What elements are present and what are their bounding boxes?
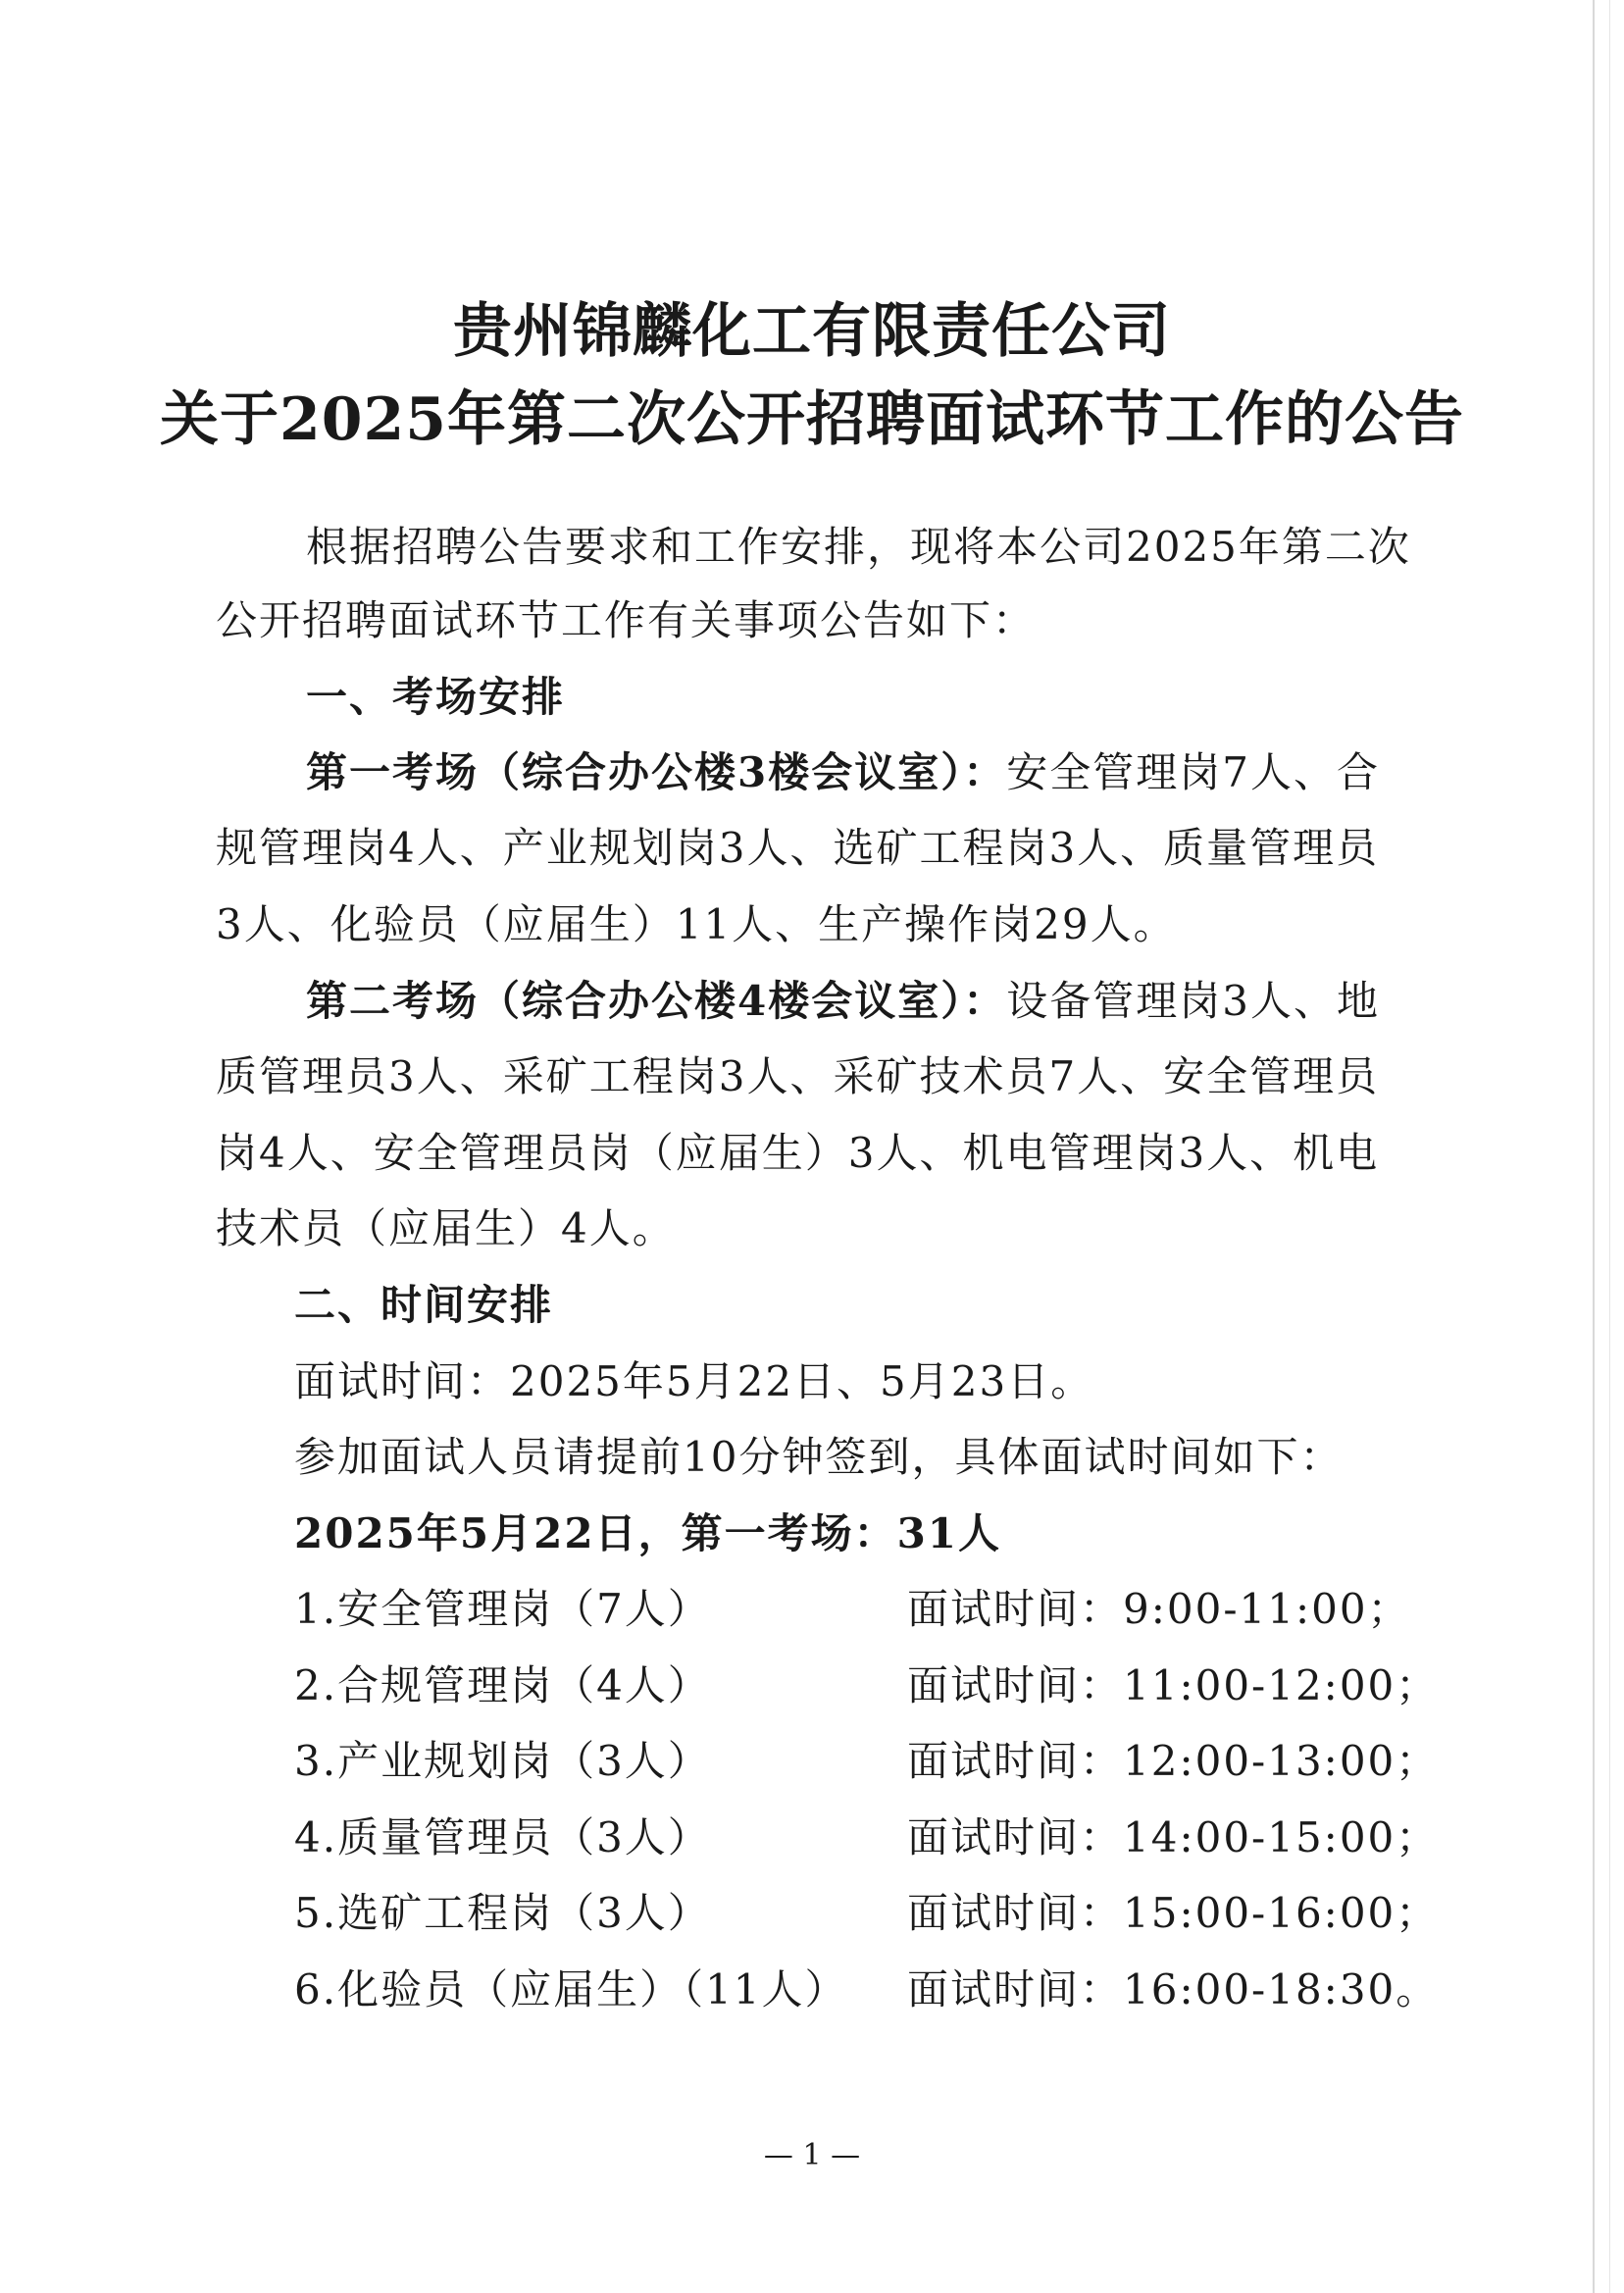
schedule-item-name: 4.质量管理员（3人） (294, 1813, 711, 1861)
schedule-item-name: 5.选矿工程岗（3人） (294, 1889, 711, 1937)
room-1-line-1 (306, 740, 1380, 799)
room-2-line-4: 技术员（应届生）4人。 (216, 1204, 676, 1252)
schedule-item-time: 面试时间：16:00-18:30。 (907, 1965, 1440, 2013)
room-2-line-2: 质管理员3人、采矿工程岗3人、采矿技术员7人、安全管理员 (216, 1052, 1380, 1100)
schedule-item-name: 1.安全管理岗（7人） (294, 1585, 711, 1633)
room-1-line-3: 3人、化验员（应届生）11人、生产操作岗29人。 (216, 900, 1177, 948)
room-2-label: 第二考场（综合办公楼4楼会议室）： (306, 977, 1007, 1025)
title-announcement: 关于2025年第二次公开招聘面试环节工作的公告 (160, 385, 1464, 454)
schedule-item-time: 面试时间：14:00-15:00； (907, 1813, 1440, 1861)
page-number: — 1 — (763, 2138, 861, 2172)
schedule-item-name: 6.化验员（应届生）（11人） (294, 1965, 848, 2013)
room-2-line-3: 岗4人、安全管理员岗（应届生）3人、机电管理岗3人、机电 (216, 1129, 1380, 1177)
room-1-line-1-rest: 安全管理岗7人、合 (1006, 748, 1380, 796)
room-1-label: 第一考场（综合办公楼3楼会议室）： (306, 748, 1007, 796)
intro-line-1: 根据招聘公告要求和工作安排，现将本公司2025年第二次 (306, 523, 1411, 571)
intro-line-2: 公开招聘面试环节工作有关事项公告如下： (216, 596, 1037, 644)
interview-time-line: 面试时间：2025年5月22日、5月23日。 (294, 1357, 1094, 1405)
schedule-item-time: 面试时间：15:00-16:00； (907, 1889, 1440, 1937)
schedule-item-time: 面试时间：9:00-11:00； (907, 1585, 1411, 1633)
schedule-item-name: 3.产业规划岗（3人） (294, 1737, 711, 1785)
room-2-line-1 (306, 969, 1380, 1028)
room-1-line-2: 规管理岗4人、产业规划岗3人、选矿工程岗3人、质量管理员 (216, 824, 1380, 872)
sign-in-notice: 参加面试人员请提前10分钟签到，具体面试时间如下： (294, 1433, 1344, 1481)
section-2-heading: 二、时间安排 (294, 1281, 554, 1329)
schedule-item-time: 面试时间：11:00-12:00； (907, 1661, 1440, 1709)
day-1-heading: 2025年5月22日，第一考场：31人 (294, 1509, 1002, 1557)
title-company: 贵州锦麟化工有限责任公司 (453, 297, 1171, 366)
schedule-item-time: 面试时间：12:00-13:00； (907, 1737, 1440, 1785)
room-2-line-1-rest: 设备管理岗3人、地 (1006, 977, 1380, 1025)
schedule-item-name: 2.合规管理岗（4人） (294, 1661, 711, 1709)
section-1-heading: 一、考场安排 (306, 673, 566, 721)
